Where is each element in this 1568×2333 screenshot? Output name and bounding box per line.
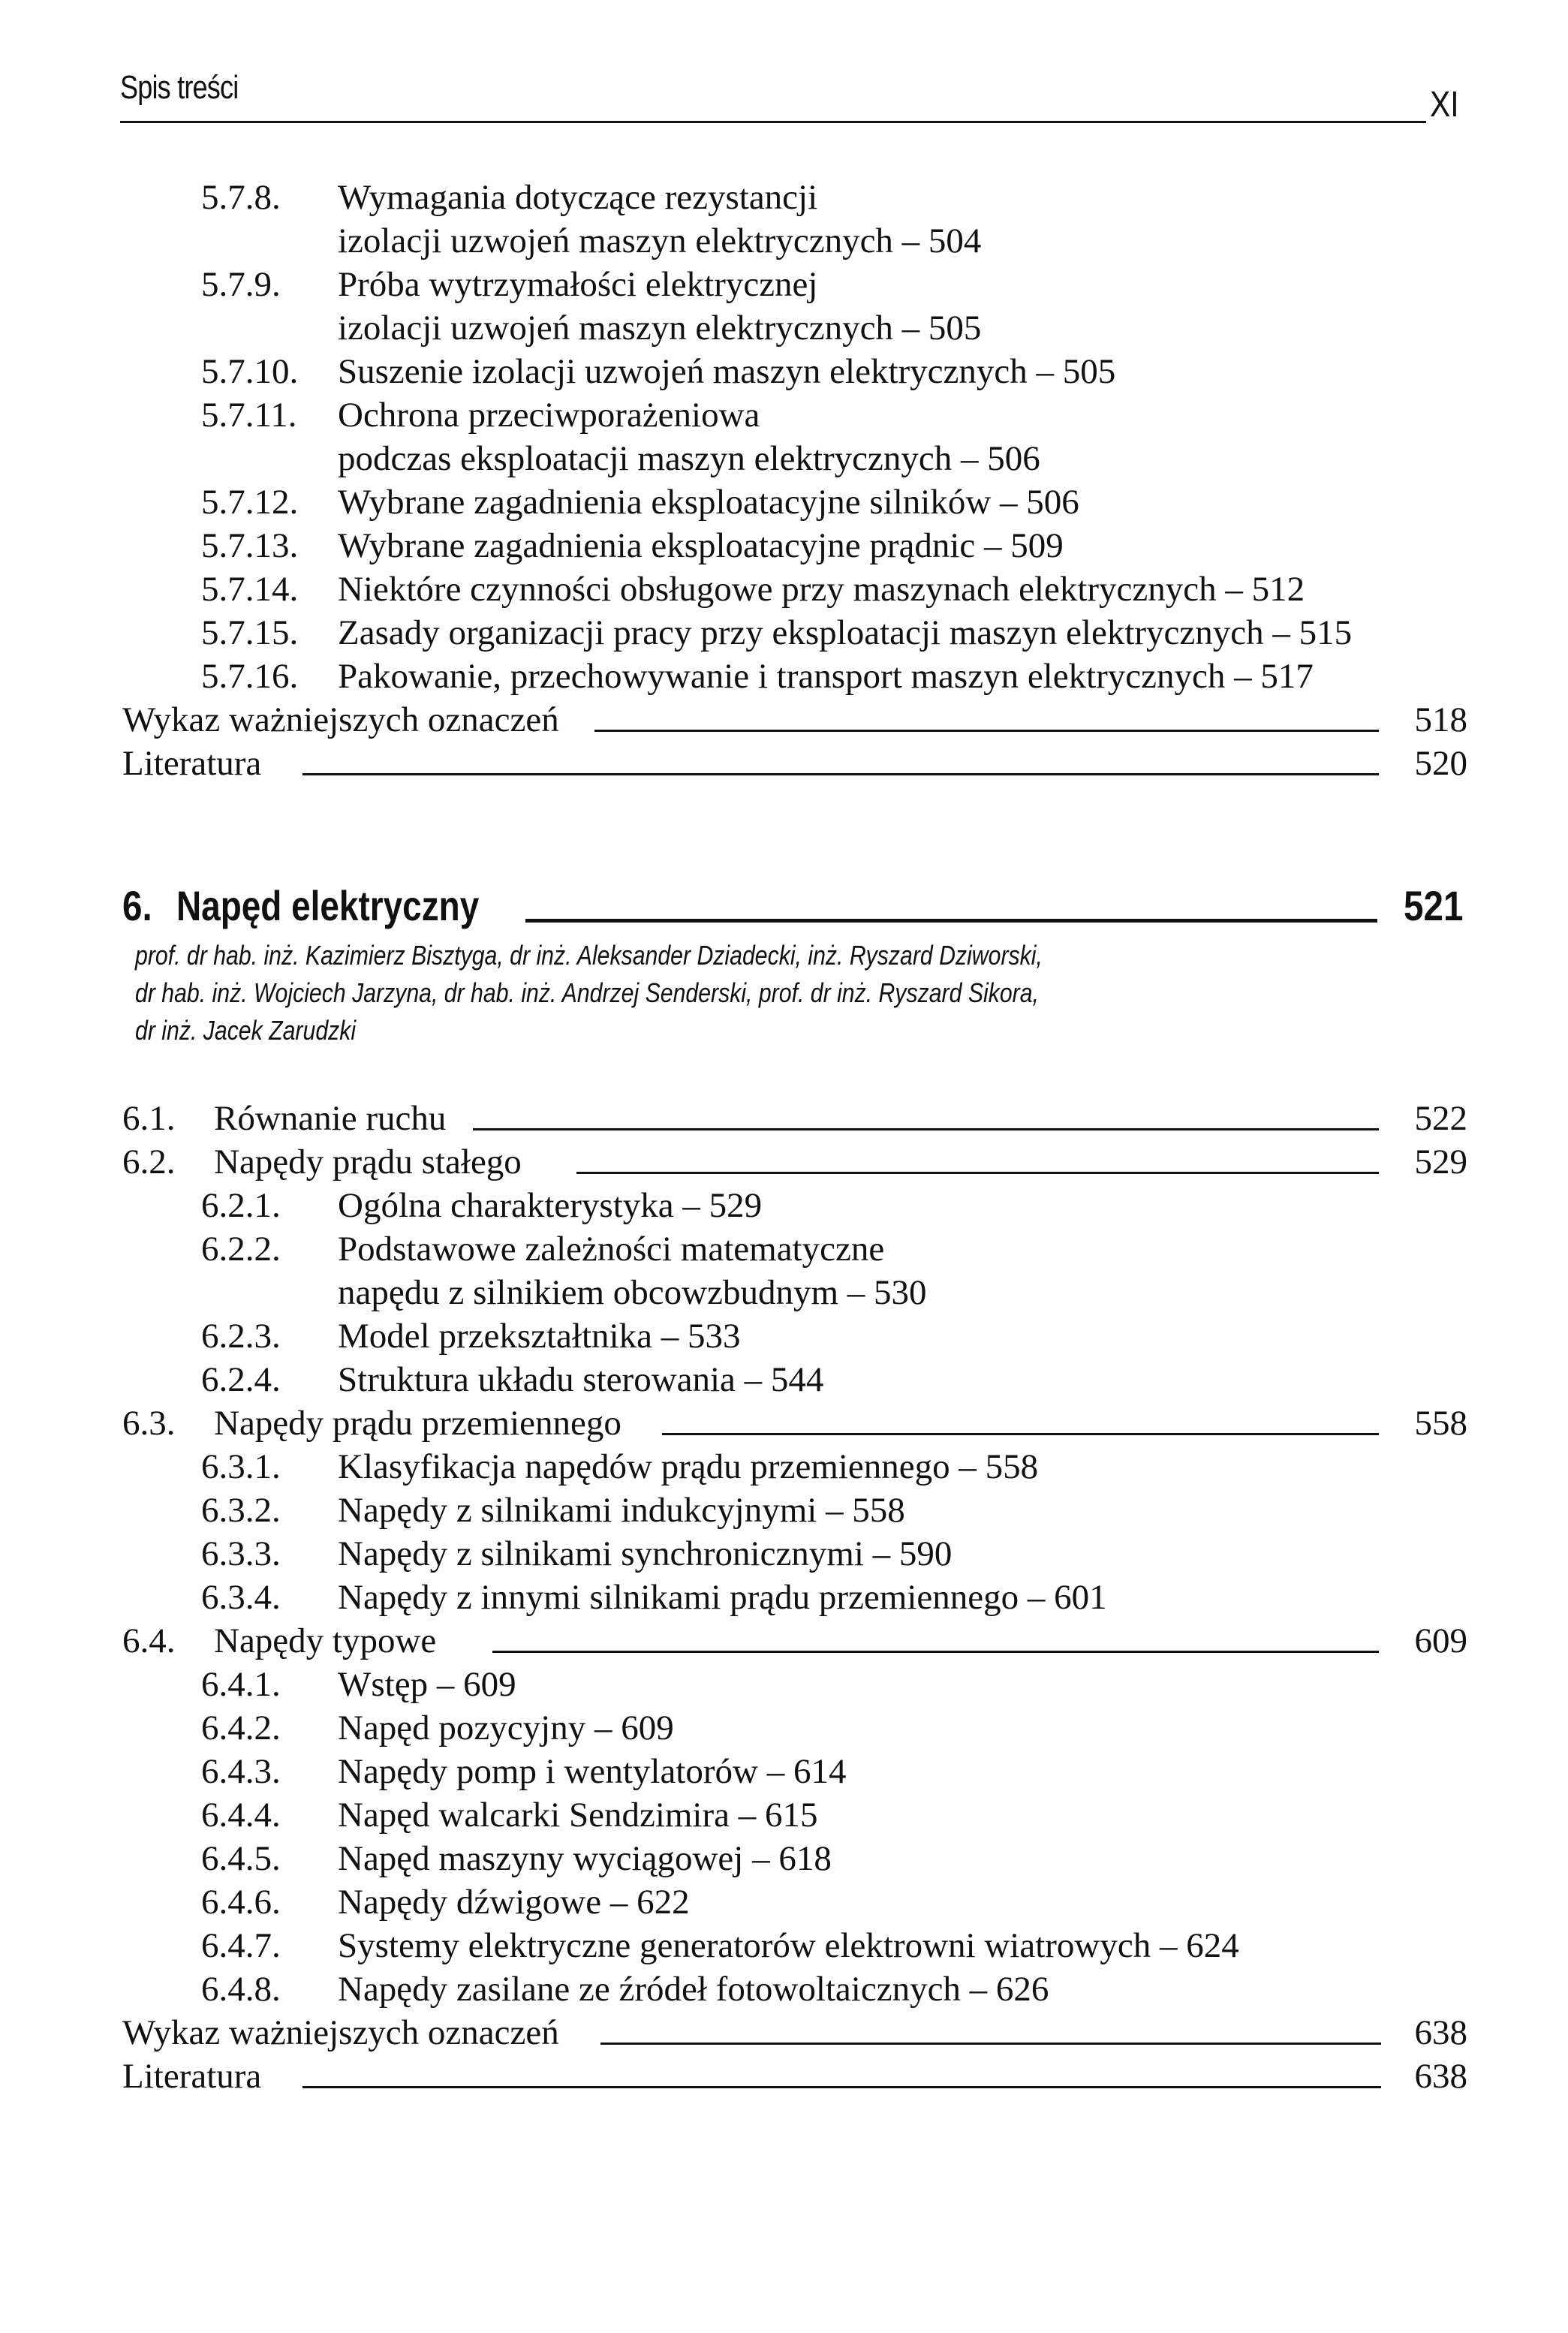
toc-entry-literature[interactable] (0, 2055, 1568, 2098)
toc-title: Ochrona przeciwporażeniowa (338, 396, 760, 435)
toc-number: 6.2.4. (201, 1360, 281, 1399)
toc-subsection[interactable] (0, 567, 1568, 611)
toc-subsection[interactable] (0, 1663, 1568, 1706)
toc-number: 6.4.6. (201, 1883, 281, 1922)
toc-title: Napęd walcarki Sendzimira – 615 (338, 1796, 818, 1835)
toc-title: Napędy z silnikami synchronicznymi – 590 (338, 1534, 953, 1573)
toc-title: Pakowanie, przechowywanie i transport maszyn elektrycznych – 517 (338, 657, 1314, 696)
toc-number: 6.2.1. (201, 1186, 281, 1225)
toc-title: Napędy dźwigowe – 622 (338, 1883, 690, 1922)
toc-title: Napęd pozycyjny – 609 (338, 1708, 674, 1747)
chapter-page: 521 (1404, 882, 1464, 929)
toc-entry-symbols[interactable] (0, 2011, 1568, 2055)
toc-leader-line (525, 919, 1377, 923)
toc-subsection[interactable] (0, 1314, 1568, 1358)
toc-title: Wybrane zagadnienia eksploatacyjne silników – 506 (338, 483, 1079, 522)
toc-leader-line (302, 2086, 1381, 2088)
toc-title: Próba wytrzymałości elektrycznej (338, 265, 818, 304)
toc-number: 5.7.11. (201, 396, 297, 435)
toc-number: 5.7.12. (201, 483, 299, 522)
toc-subsection-continued[interactable] (0, 219, 1568, 263)
toc-title: Napędy typowe (214, 1621, 437, 1660)
toc-title: Literatura (122, 744, 262, 783)
toc-title: Niektóre czynności obsługowe przy maszynach elektrycznych – 512 (338, 570, 1305, 609)
toc-number: 5.7.9. (201, 265, 281, 304)
toc-subsection[interactable] (0, 1445, 1568, 1489)
toc-subsection-continued[interactable] (0, 306, 1568, 350)
toc-page: 638 (1414, 2013, 1467, 2052)
header-page-number: XI (1430, 85, 1459, 125)
toc-title: Suszenie izolacji uzwojeń maszyn elektrycznych – 505 (338, 352, 1116, 391)
chapter-authors (135, 937, 1144, 1049)
toc-title: Wymagania dotyczące rezystancji (338, 178, 818, 217)
toc-title: Napędy z innymi silnikami prądu przemiennego – 601 (338, 1578, 1107, 1617)
chapter-number: 6. (122, 882, 152, 929)
toc-page: 520 (1414, 744, 1467, 783)
toc-title: Podstawowe zależności matematyczne (338, 1230, 885, 1269)
toc-title: podczas eksploatacji maszyn elektrycznych – 506 (338, 439, 1040, 478)
toc-subsection[interactable] (0, 263, 1568, 306)
toc-number: 6.4.8. (201, 1970, 281, 2009)
toc-subsection[interactable] (0, 176, 1568, 219)
toc-number: 5.7.8. (201, 178, 281, 217)
toc-page: 518 (1414, 700, 1467, 739)
toc-subsection-continued[interactable] (0, 1271, 1568, 1314)
toc-chapter-heading[interactable] (0, 880, 1568, 932)
toc-number: 6.4.2. (201, 1708, 281, 1747)
toc-leader-line (473, 1128, 1379, 1130)
toc-number: 6.4.1. (201, 1665, 281, 1704)
toc-number: 6.4.3. (201, 1752, 281, 1791)
toc-leader-line (576, 1172, 1379, 1174)
toc-number: 5.7.13. (201, 526, 299, 565)
toc-number: 5.7.15. (201, 613, 299, 652)
toc-number: 6.3.3. (201, 1534, 281, 1573)
toc-subsection[interactable] (0, 1576, 1568, 1619)
toc-subsection[interactable] (0, 1532, 1568, 1576)
toc-title: Literatura (122, 2057, 262, 2096)
toc-title: Równanie ruchu (214, 1099, 447, 1138)
toc-subsection[interactable] (0, 480, 1568, 524)
toc-page: 522 (1414, 1099, 1467, 1138)
toc-title: Ogólna charakterystyka – 529 (338, 1186, 763, 1225)
toc-title: Systemy elektryczne generatorów elektrowni wiatrowych – 624 (338, 1926, 1239, 1965)
toc-number: 5.7.10. (201, 352, 299, 391)
toc-number: 6.4. (122, 1621, 176, 1660)
toc-page: 558 (1414, 1404, 1467, 1443)
toc-subsection[interactable] (0, 524, 1568, 567)
toc-page: 638 (1414, 2057, 1467, 2096)
toc-number: 6.2.3. (201, 1317, 281, 1356)
toc-number: 6.3. (122, 1404, 176, 1443)
toc-number: 6.3.2. (201, 1491, 281, 1530)
toc-number: 6.3.4. (201, 1578, 281, 1617)
toc-subsection[interactable] (0, 350, 1568, 393)
toc-leader-line (594, 730, 1379, 732)
toc-title: Wykaz ważniejszych oznaczeń (122, 700, 559, 739)
toc-number: 6.2.2. (201, 1230, 281, 1269)
toc-number: 5.7.14. (201, 570, 299, 609)
toc-subsection[interactable] (0, 655, 1568, 698)
toc-title: Napęd maszyny wyciągowej – 618 (338, 1839, 832, 1878)
toc-number: 6.4.4. (201, 1796, 281, 1835)
toc-title: Napędy z silnikami indukcyjnymi – 558 (338, 1491, 905, 1530)
toc-subsection[interactable] (0, 1358, 1568, 1401)
toc-subsection[interactable] (0, 1793, 1568, 1837)
toc-subsection[interactable] (0, 1184, 1568, 1227)
toc-title: Zasady organizacji pracy przy eksploatacji maszyn elektrycznych – 515 (338, 613, 1353, 652)
toc-subsection[interactable] (0, 1924, 1568, 1967)
toc-section[interactable] (0, 1140, 1568, 1184)
toc-subsection-continued[interactable] (0, 437, 1568, 480)
toc-title: Napędy zasilane ze źródeł fotowoltaicznych – 626 (338, 1970, 1049, 2009)
toc-title: Napędy prądu stałego (214, 1142, 522, 1182)
toc-title: Struktura układu sterowania – 544 (338, 1360, 824, 1399)
toc-title: Napędy pomp i wentylatorów – 614 (338, 1752, 847, 1791)
authors-line: prof. dr hab. inż. Kazimierz Bisztyga, dr inż. Aleksander Dziadecki, inż. Ryszard Dziworski, (135, 940, 1043, 971)
toc-leader-line (662, 1433, 1379, 1435)
toc-subsection[interactable] (0, 1880, 1568, 1924)
toc-number: 6.1. (122, 1099, 176, 1138)
toc-title: Wykaz ważniejszych oznaczeń (122, 2013, 559, 2052)
toc-subsection[interactable] (0, 611, 1568, 655)
toc-section[interactable] (0, 1401, 1568, 1445)
toc-leader-line (492, 1651, 1379, 1653)
toc-leader-line (302, 773, 1379, 775)
toc-leader-line (600, 2043, 1381, 2045)
toc-title: Napędy prądu przemiennego (214, 1404, 621, 1443)
toc-subsection[interactable] (0, 1227, 1568, 1271)
toc-number: 6.3.1. (201, 1447, 281, 1486)
toc-title: izolacji uzwojeń maszyn elektrycznych – 505 (338, 309, 982, 348)
toc-number: 6.2. (122, 1142, 176, 1182)
authors-line: dr hab. inż. Wojciech Jarzyna, dr hab. inż. Andrzej Senderski, prof. dr inż. Ryszard Sikora, (135, 977, 1039, 1008)
header-title: Spis treści (120, 69, 239, 106)
toc-title: napędu z silnikiem obcowzbudnym – 530 (338, 1273, 927, 1312)
chapter-title: Napęd elektryczny (176, 882, 480, 929)
toc-subsection[interactable] (0, 393, 1568, 437)
toc-page: 609 (1414, 1621, 1467, 1660)
toc-section[interactable] (0, 1097, 1568, 1140)
toc-subsection[interactable] (0, 1750, 1568, 1793)
toc-title: Wstęp – 609 (338, 1665, 516, 1704)
toc-title: izolacji uzwojeń maszyn elektrycznych – 504 (338, 221, 982, 260)
toc-entry-symbols[interactable] (0, 698, 1568, 742)
toc-title: Wybrane zagadnienia eksploatacyjne prądnic – 509 (338, 526, 1064, 565)
toc-title: Model przekształtnika – 533 (338, 1317, 741, 1356)
toc-subsection[interactable] (0, 1706, 1568, 1750)
toc-number: 5.7.16. (201, 657, 299, 696)
toc-section[interactable] (0, 1619, 1568, 1663)
toc-page: 529 (1414, 1142, 1467, 1182)
toc-subsection[interactable] (0, 1489, 1568, 1532)
toc-subsection[interactable] (0, 1967, 1568, 2011)
authors-line: dr inż. Jacek Zarudzki (135, 1015, 357, 1046)
toc-entry-literature[interactable] (0, 742, 1568, 785)
toc-number: 6.4.7. (201, 1926, 281, 1965)
header-rule (120, 121, 1426, 123)
toc-number: 6.4.5. (201, 1839, 281, 1878)
toc-title: Klasyfikacja napędów prądu przemiennego – 558 (338, 1447, 1039, 1486)
toc-subsection[interactable] (0, 1837, 1568, 1880)
